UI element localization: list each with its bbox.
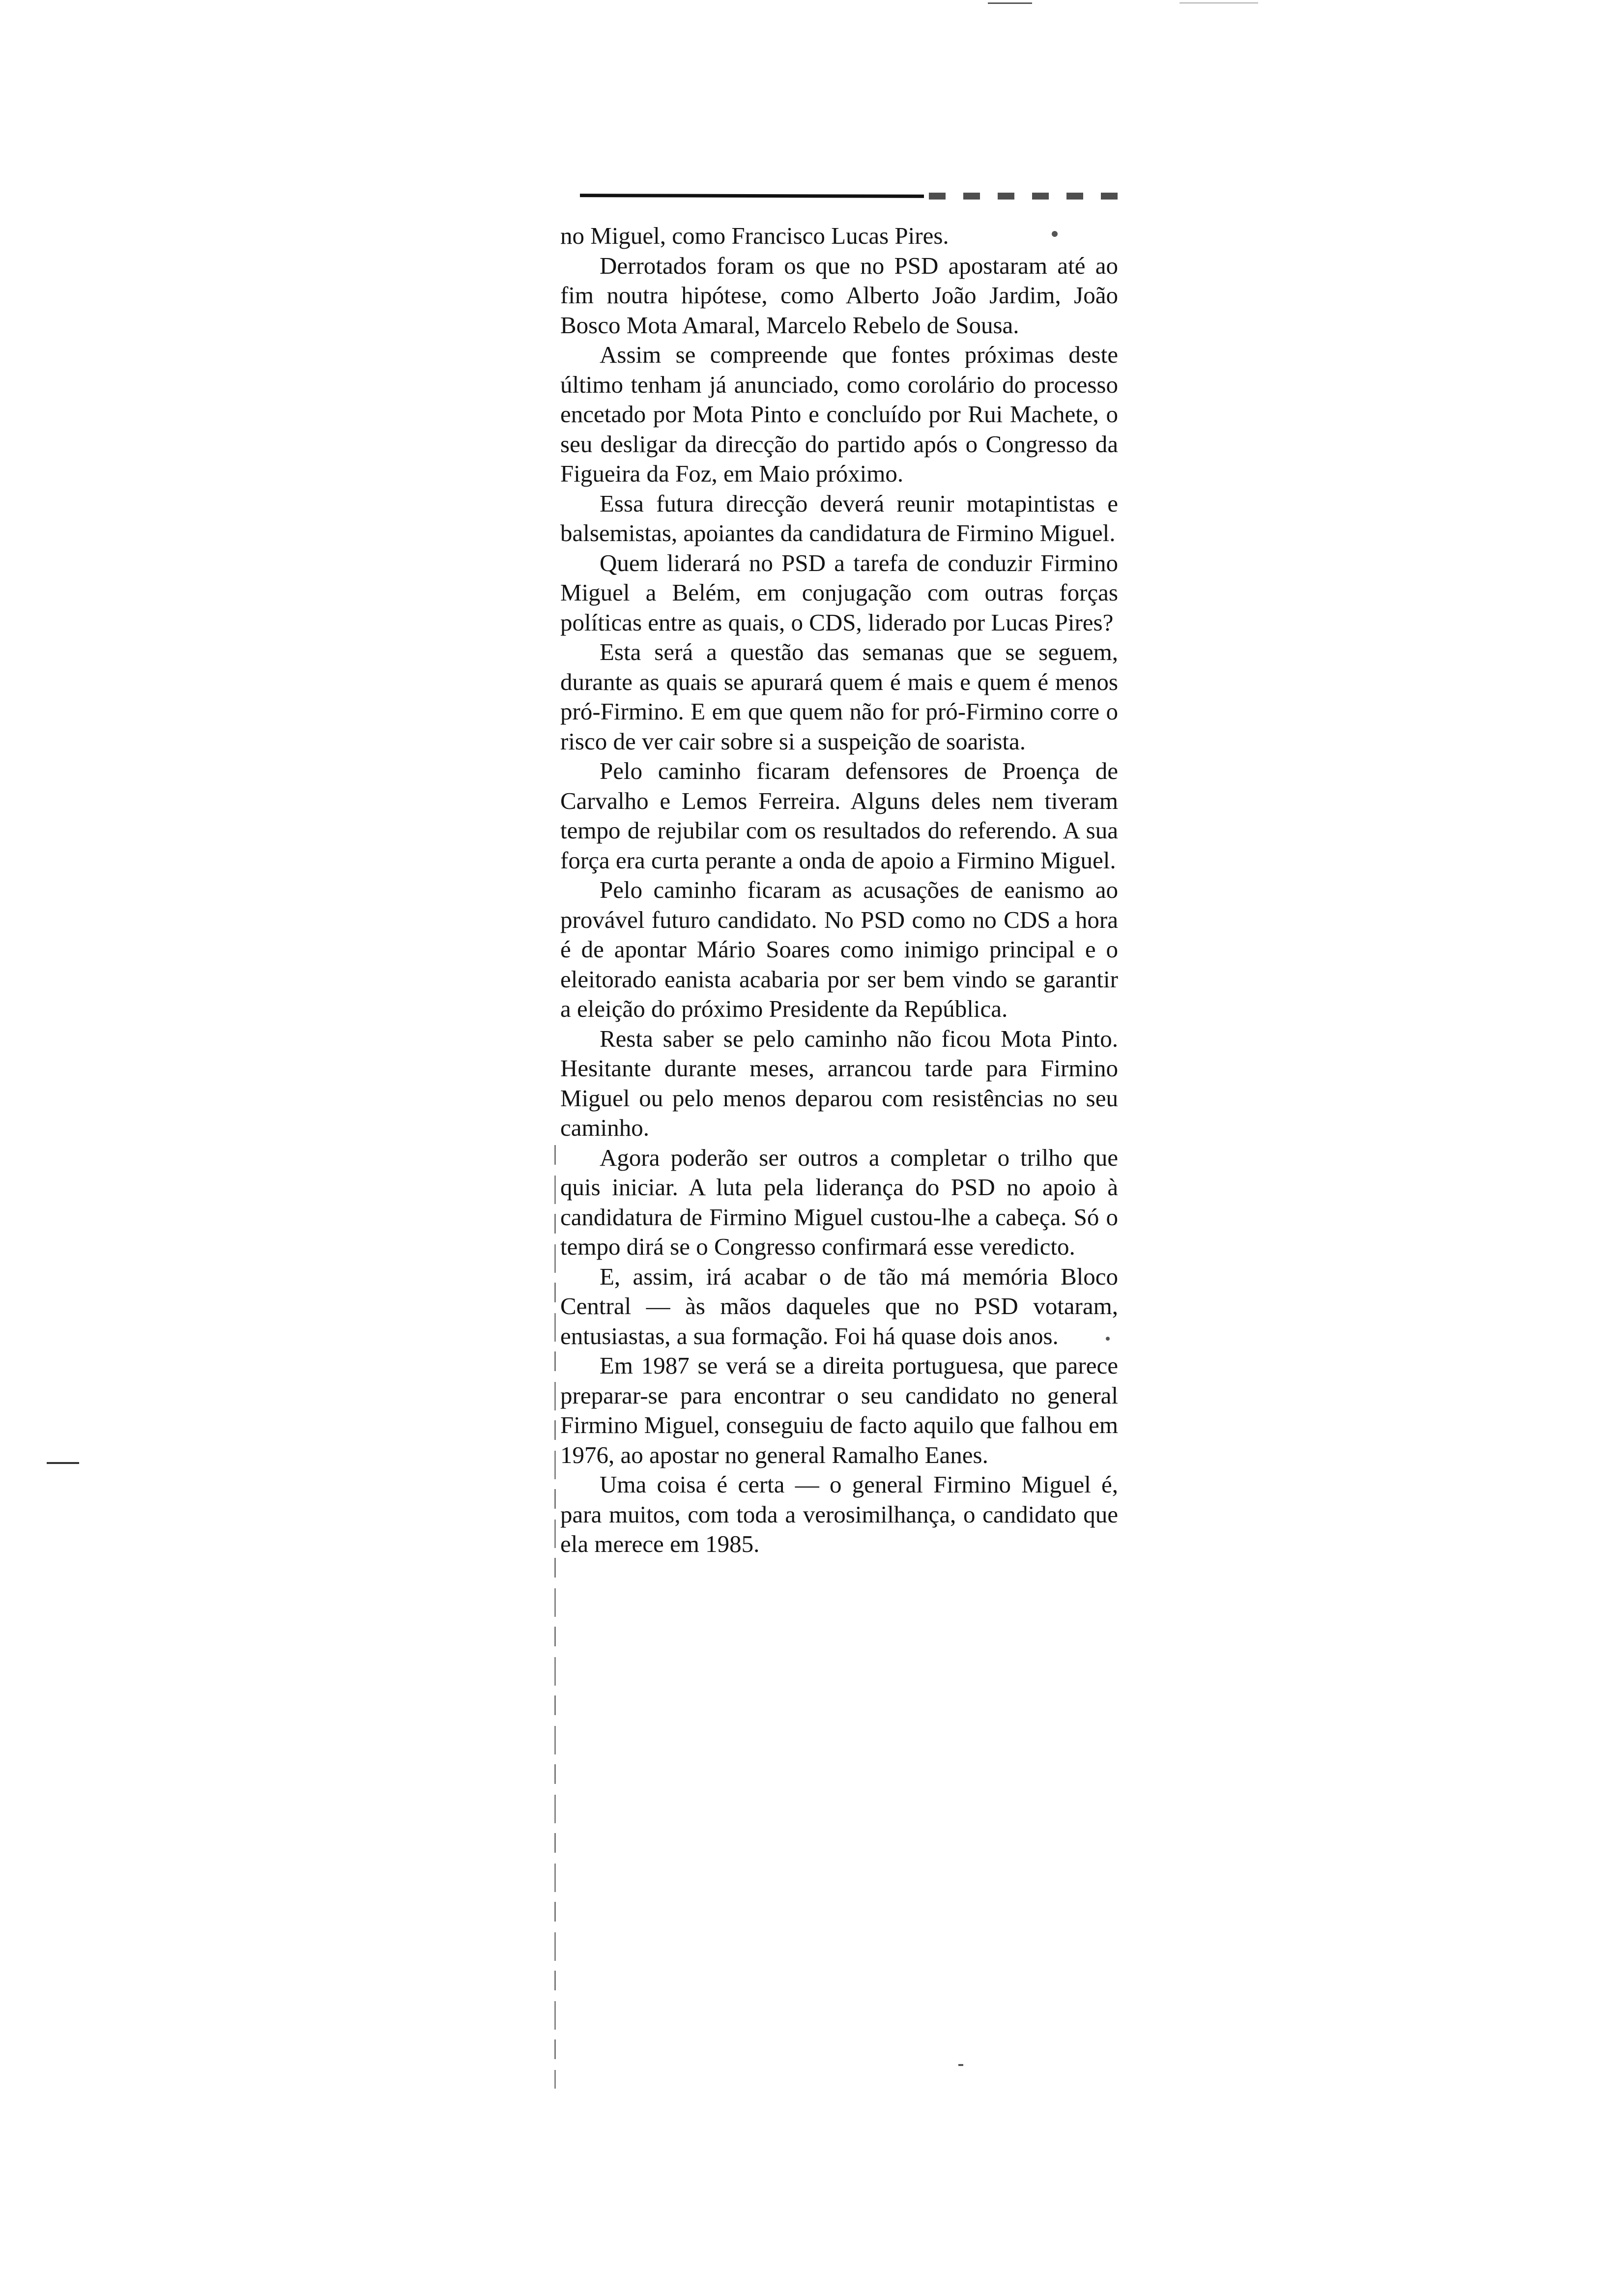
article-paragraph: Pelo caminho ficaram as acusações de eanismo ao provável futuro candidato. No PSD como no CDS a hora é de apontar Mário Soares como inimigo principal e o eleitorado eanista acabaria por ser bem vindo se garantir a eleição do próximo Presidente da República.: [560, 876, 1118, 1022]
margin-scan-line: [554, 1145, 556, 2089]
article-paragraph: Uma coisa é certa — o general Firmino Miguel é, para muitos, com toda a verosimilhança, o candidato que ela merece em 1985.: [560, 1471, 1118, 1557]
article-paragraph: Esta será a questão das semanas que se seguem, durante as quais se apurará quem é mais e quem é menos pró-Firmino. E em que quem não for pró-Firmino corre o risco de ver cair sobre si a suspeição de soarista.: [560, 638, 1118, 755]
scan-speck: [988, 2, 1032, 4]
column-top-rule-noise: [929, 193, 1135, 200]
article-paragraph: Essa futura direcção deverá reunir motapintistas e balsemistas, apoiantes da candidatura de Firmino Miguel.: [560, 489, 1118, 546]
article-paragraph: Pelo caminho ficaram defensores de Proença de Carvalho e Lemos Ferreira. Alguns deles nem tiveram tempo de rejubilar com os resultados do referendo. A sua força era curta perante a onda de apoio a Firmino Miguel.: [560, 757, 1118, 874]
article-paragraph: Agora poderão ser outros a completar o trilho que quis iniciar. A luta pela liderança do PSD no apoio à candidatura de Firmino Miguel custou-lhe a cabeça. Só o tempo dirá se o Congresso confirmará esse veredicto.: [560, 1144, 1118, 1260]
article-paragraph: E, assim, irá acabar o de tão má memória Bloco Central — às mãos daqueles que no PSD votaram, entusiastas, a sua formação. Foi há quase dois anos.: [560, 1263, 1118, 1349]
scan-speck: [1180, 2, 1258, 3]
article-paragraph: Quem liderará no PSD a tarefa de conduzir Firmino Miguel a Belém, em conjugação com outras forças políticas entre as quais, o CDS, liderado por Lucas Pires?: [560, 549, 1118, 636]
column-top-rule: [580, 194, 924, 198]
article-column: [560, 221, 1118, 2069]
article-paragraph: Assim se compreende que fontes próximas deste último tenham já anunciado, como corolário do processo encetado por Mota Pinto e concluído por Rui Machete, o seu desligar da direcção do partido após o Congresso da Figueira da Foz, em Maio próximo.: [560, 341, 1118, 487]
article-paragraph: Resta saber se pelo caminho não ficou Mota Pinto. Hesitante durante meses, arrancou tarde para Firmino Miguel ou pelo menos deparou com resistências no seu caminho.: [560, 1025, 1118, 1141]
article-paragraph: no Miguel, como Francisco Lucas Pires.: [560, 222, 949, 249]
left-edge-mark: [47, 1462, 79, 1464]
article-paragraph: Em 1987 se verá se a direita portuguesa, que parece preparar-se para encontrar o seu candidato no general Firmino Miguel, conseguiu de facto aquilo que falhou em 1976, ao apostar no general Ramalho Eanes.: [560, 1352, 1118, 1468]
article-paragraph: Derrotados foram os que no PSD apostaram até ao fim noutra hipótese, como Alberto João Jardim, João Bosco Mota Amaral, Marcelo Rebelo de Sousa.: [560, 252, 1118, 339]
